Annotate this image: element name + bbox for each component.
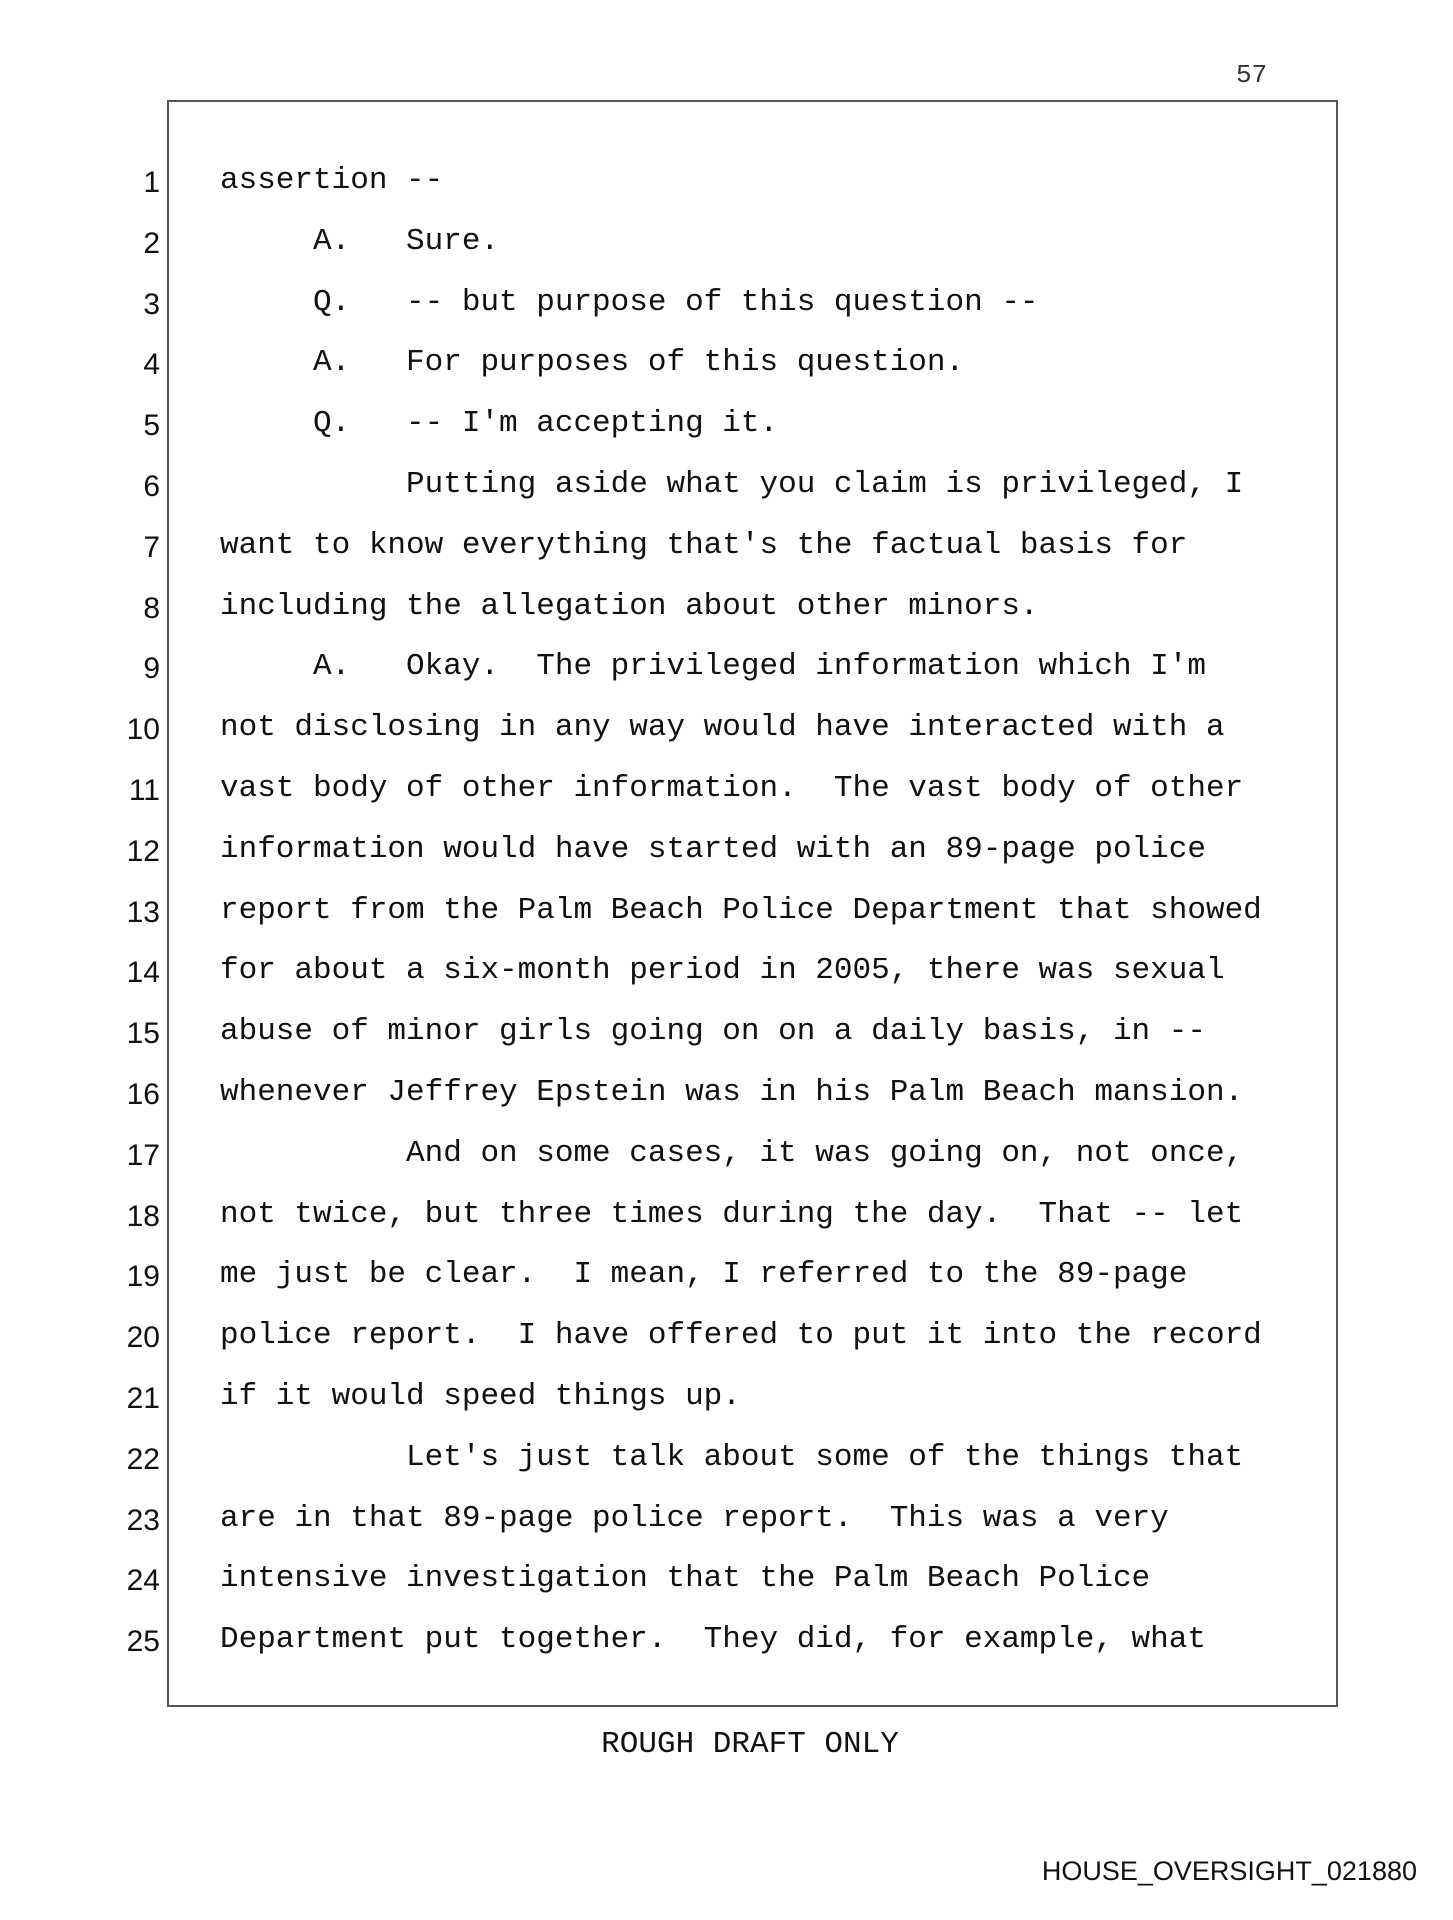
line-number: 23 (126, 1503, 160, 1537)
transcript-line: if it would speed things up. (220, 1379, 741, 1414)
line-number: 2 (143, 226, 160, 260)
line-number: 12 (126, 834, 160, 868)
line-number: 5 (143, 409, 160, 443)
line-number: 6 (143, 470, 160, 503)
line-number: 20 (126, 1321, 160, 1355)
transcript-line: A. For purposes of this question. (220, 345, 965, 381)
transcript-line: And on some cases, it was going on, not once, (220, 1135, 1244, 1171)
line-number: 25 (126, 1625, 160, 1659)
transcript-line: Putting aside what you claim is privileged, I (220, 467, 1244, 502)
transcript-line: information would have started with an 89-page police (220, 831, 1206, 867)
bates-number: HOUSE_OVERSIGHT_021880 (1041, 1856, 1417, 1886)
line-number: 10 (126, 713, 160, 747)
transcript-line: want to know everything that's the factual basis for (220, 527, 1188, 563)
line-number: 4 (143, 348, 160, 382)
line-number: 8 (143, 591, 160, 625)
transcript-line: police report. I have offered to put it into the record (220, 1318, 1262, 1354)
line-number: 3 (143, 287, 160, 321)
transcript-line: Q. -- I'm accepting it. (220, 406, 779, 442)
transcript-line: Department put together. They did, for example, what (220, 1622, 1206, 1658)
line-number: 15 (126, 1017, 160, 1051)
line-number: 9 (143, 652, 160, 686)
transcript-line: whenever Jeffrey Epstein was in his Palm Beach mansion. (220, 1075, 1244, 1110)
line-number: 16 (126, 1078, 160, 1111)
line-number: 21 (126, 1382, 160, 1415)
transcript-line: me just be clear. I mean, I referred to the 89-page (220, 1257, 1188, 1293)
line-number: 18 (126, 1199, 160, 1233)
line-number: 1 (143, 166, 160, 199)
transcript-line: A. Okay. The privileged information which I'm (220, 649, 1206, 685)
line-number: 17 (126, 1138, 160, 1172)
rough-draft-footer: ROUGH DRAFT ONLY (601, 1727, 899, 1762)
transcript-line: A. Sure. (220, 223, 500, 259)
line-number: 24 (126, 1564, 160, 1598)
transcript-line: including the allegation about other minors. (220, 588, 1039, 624)
transcript-line: intensive investigation that the Palm Beach Police (220, 1561, 1151, 1597)
transcript-line: Q. -- but purpose of this question -- (220, 284, 1039, 320)
line-number: 19 (126, 1260, 160, 1294)
transcript-line: not twice, but three times during the day. That -- let (220, 1196, 1244, 1232)
transcript-line: are in that 89-page police report. This was a very (220, 1500, 1169, 1536)
transcript-line: Let's just talk about some of the things that (220, 1439, 1244, 1475)
line-number: 7 (143, 530, 160, 564)
transcript-line: not disclosing in any way would have interacted with a (220, 710, 1225, 746)
line-number: 11 (128, 774, 160, 807)
transcript-line: abuse of minor girls going on on a daily basis, in -- (220, 1014, 1206, 1050)
line-number: 13 (126, 895, 160, 929)
transcript-line: assertion -- (220, 163, 444, 198)
transcript-line: report from the Palm Beach Police Department that showed (220, 892, 1262, 928)
page-number: 57 (1236, 60, 1268, 90)
line-number: 22 (126, 1442, 160, 1476)
transcript-line: vast body of other information. The vast body of other (220, 771, 1244, 806)
line-number: 14 (126, 956, 160, 990)
transcript-line: for about a six-month period in 2005, there was sexual (220, 953, 1225, 989)
